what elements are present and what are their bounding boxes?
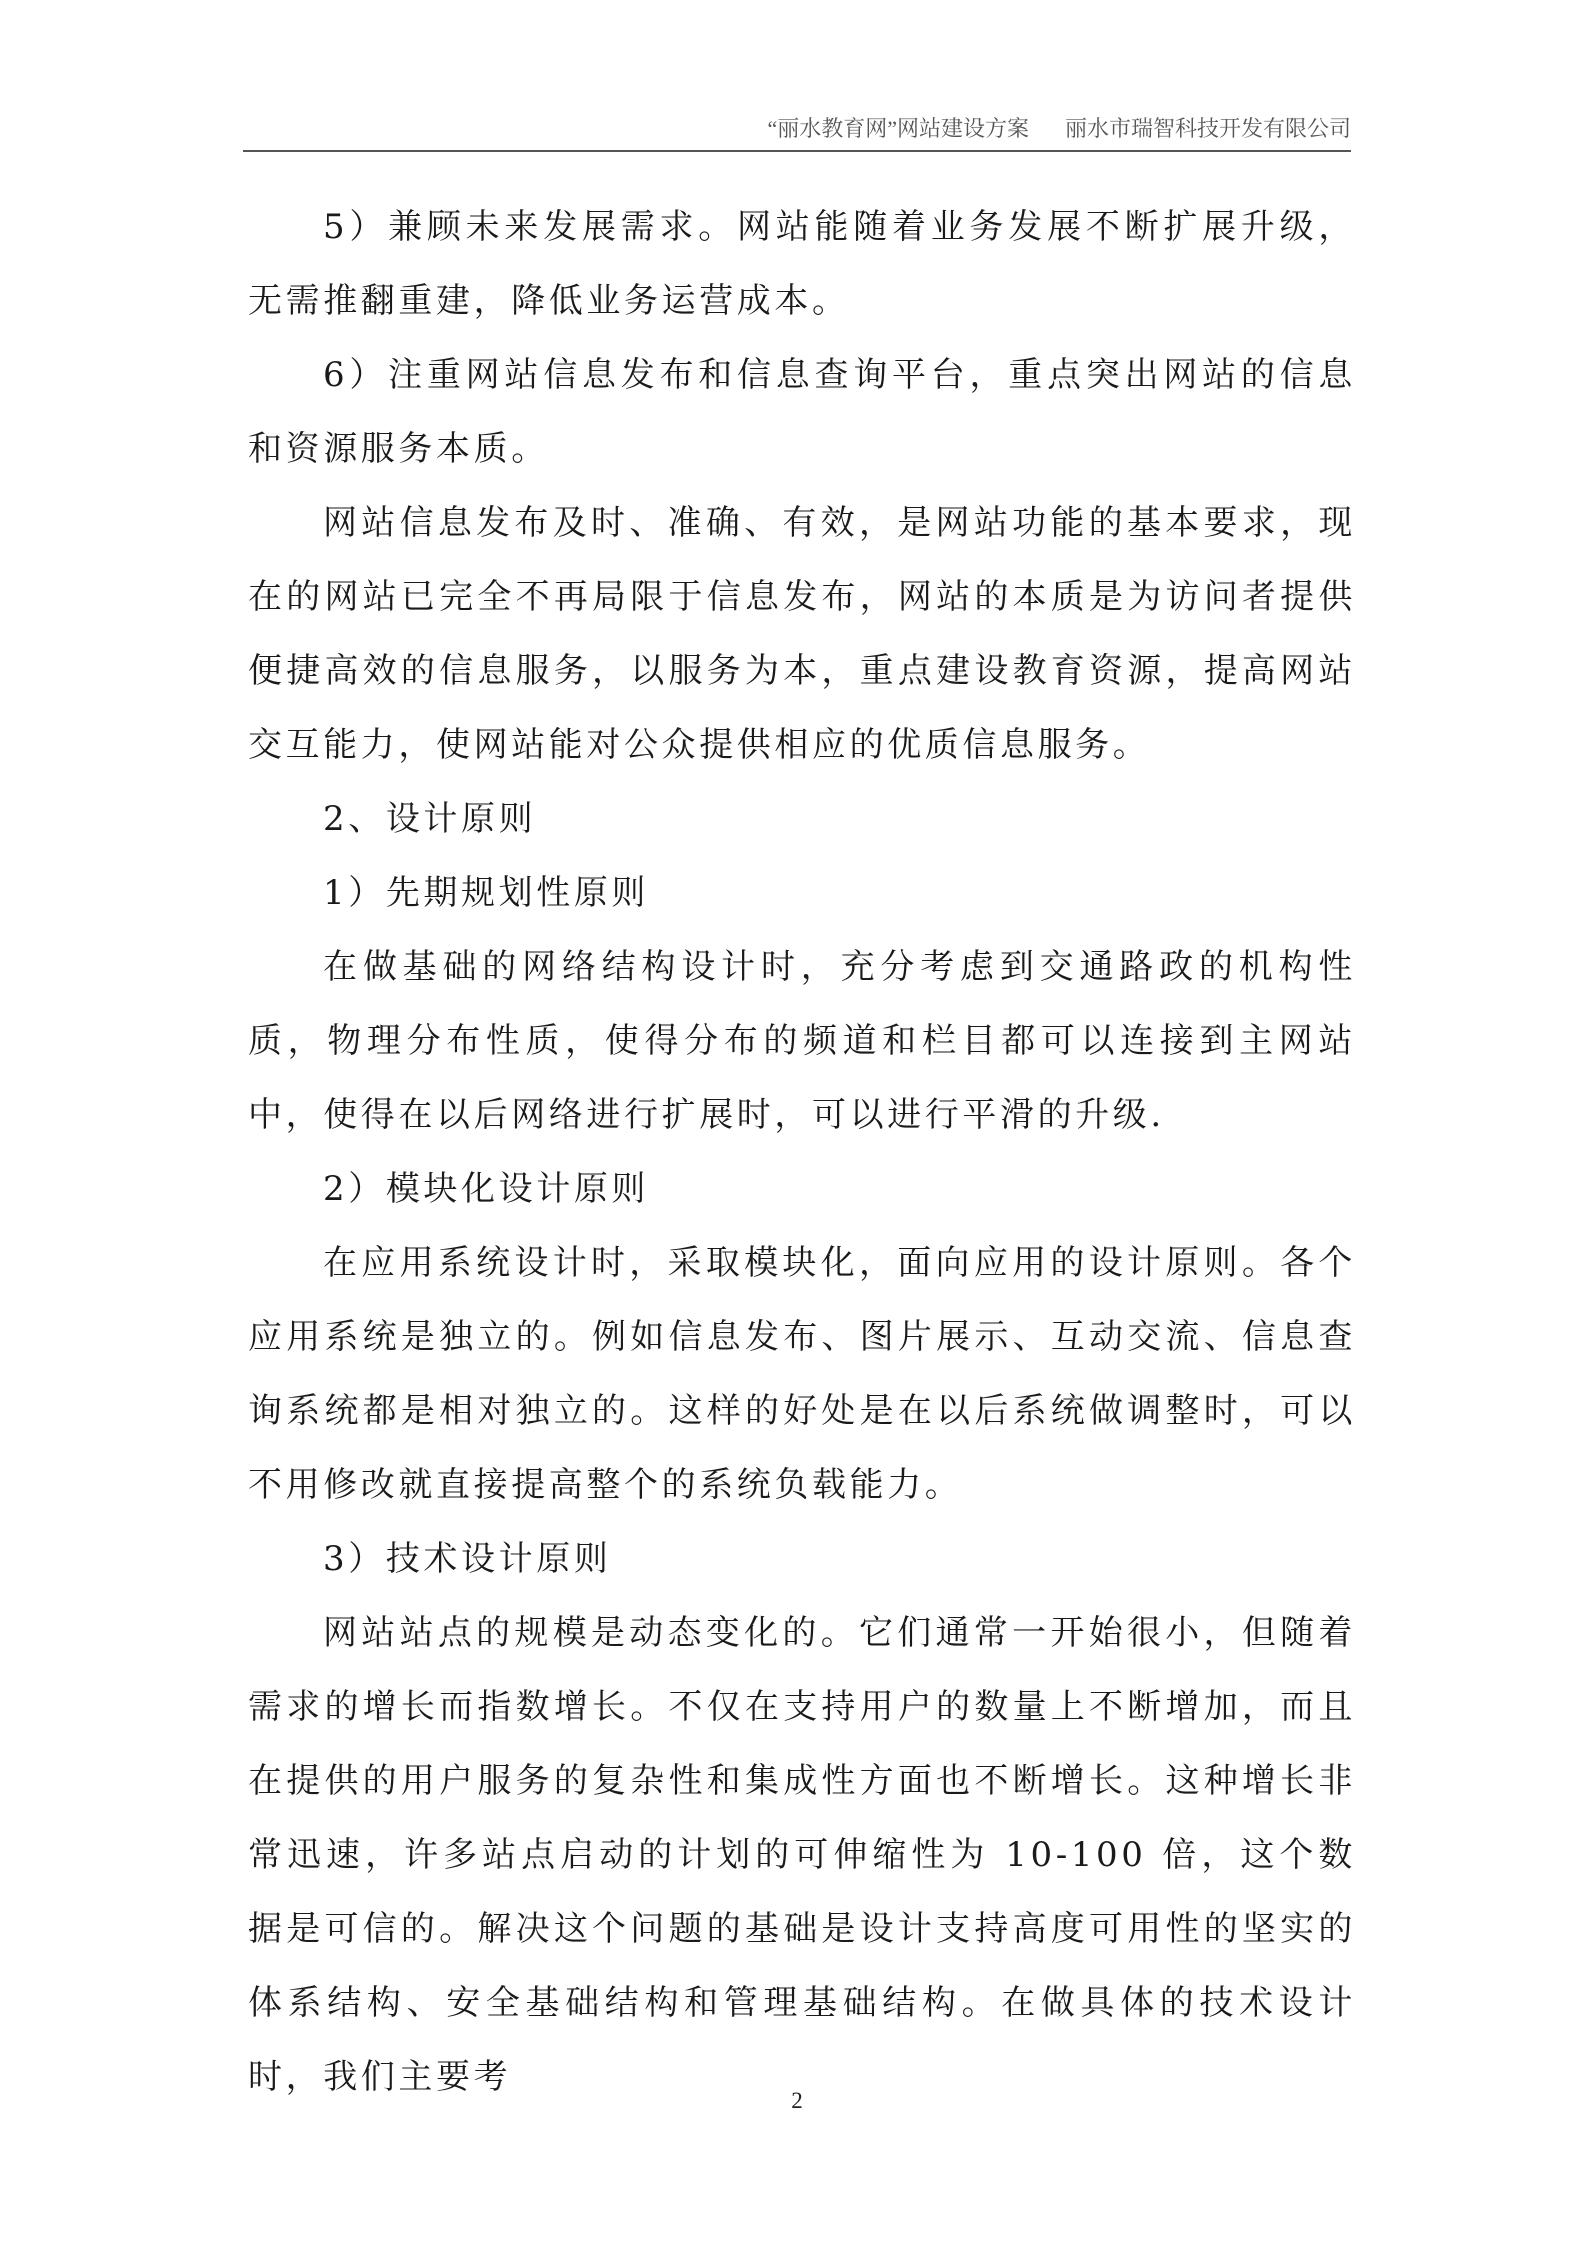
page-header bbox=[243, 112, 1351, 152]
paragraph-planning: 在做基础的网络结构设计时，充分考虑到交通路政的机构性质，物理分布性质，使得分布的频道和栏目都可以连接到主网站中，使得在以后网络进行扩展时，可以进行平滑的升级. bbox=[248, 947, 1356, 1135]
company-name: 丽水市瑞智科技开发有限公司 bbox=[1064, 116, 1351, 141]
paragraph-2: 6）注重网站信息发布和信息查询平台，重点突出网站的信息和资源服务本质。 bbox=[248, 355, 1356, 469]
paragraph-technical: 网站站点的规模是动态变化的。它们通常一开始很小，但随着需求的增长而指数增长。不仅在支持用户的数量上不断增加，而且在提供的用户服务的复杂性和集成性方面也不断增长。这种增长非常迅速，许多站点启动的计划的可伸缩性为 10-100 倍，这个数据是可信的。解决这个问题的基础是设计支持高度可用性的坚实的体系结构、安全基础结构和管理基础结构。在做具体的技术设计时，我们主要考 bbox=[248, 1613, 1356, 2097]
document-body bbox=[248, 190, 1356, 2114]
paragraph-3: 网站信息发布及时、准确、有效，是网站功能的基本要求，现在的网站已完全不再局限于信息发布，网站的本质是为访问者提供便捷高效的信息服务，以服务为本，重点建设教育资源，提高网站交互能力，使网站能对公众提供相应的优质信息服务。 bbox=[248, 503, 1356, 765]
subheading-planning-principle: 1）先期规划性原则 bbox=[323, 873, 650, 913]
paragraph-modular: 在应用系统设计时，采取模块化，面向应用的设计原则。各个应用系统是独立的。例如信息发布、图片展示、互动交流、信息查询系统都是相对独立的。这样的好处是在以后系统做调整时，可以不用修改就直接提高整个的系统负载能力。 bbox=[248, 1243, 1356, 1505]
paragraph-1: 5）兼顾未来发展需求。网站能随着业务发展不断扩展升级，无需推翻重建，降低业务运营成本。 bbox=[248, 207, 1356, 321]
page-number: 2 bbox=[791, 2088, 803, 2113]
section-heading-design-principles: 2、设计原则 bbox=[323, 799, 537, 839]
document-title: “丽水教育网”网站建设方案 bbox=[767, 116, 1029, 141]
subheading-technical-principle: 3）技术设计原则 bbox=[323, 1539, 612, 1579]
subheading-modular-principle: 2）模块化设计原则 bbox=[323, 1169, 650, 1209]
